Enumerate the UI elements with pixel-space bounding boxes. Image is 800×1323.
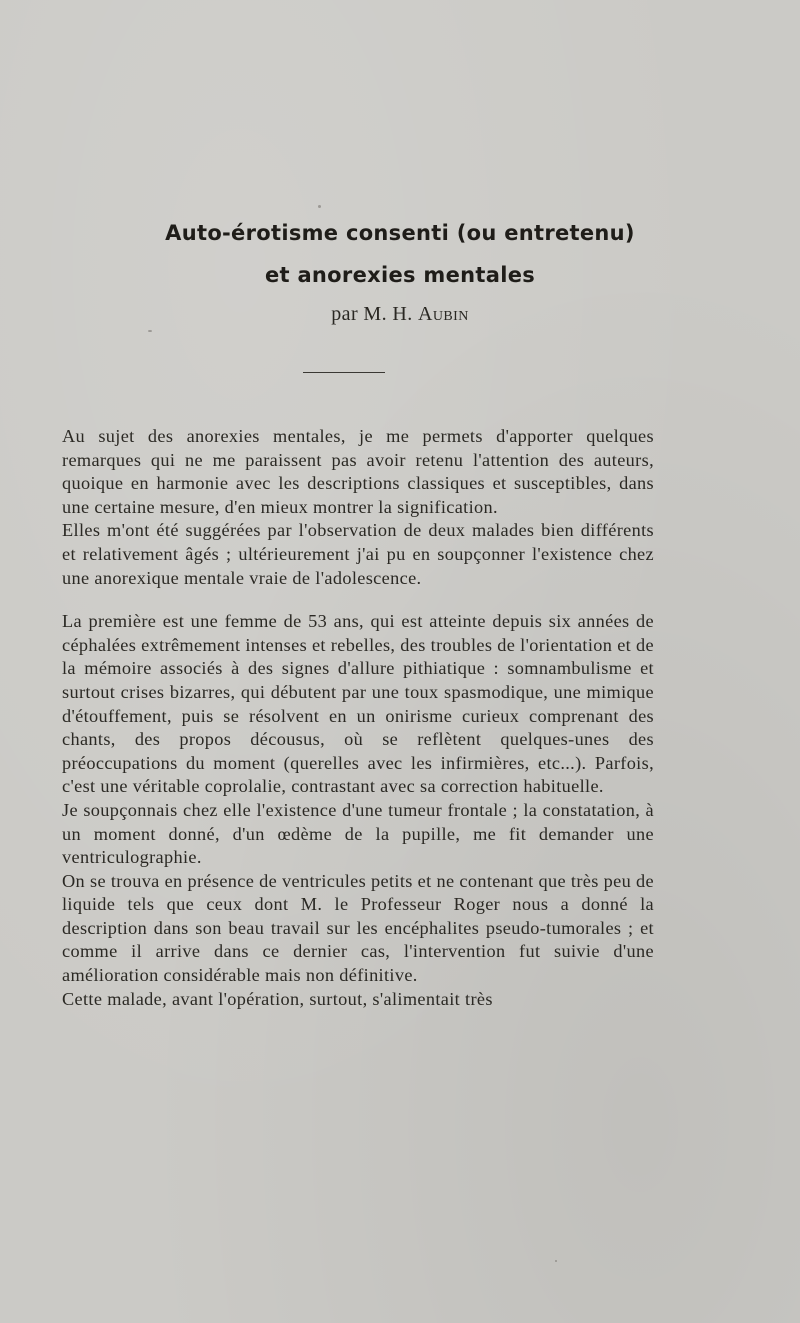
byline-prefix: par M. H.	[331, 303, 419, 325]
paper-speck	[148, 330, 152, 332]
paragraph-2: Elles m'ont été suggérées par l'observation de deux malades bien différents et relativement âgés ; ultérieurement j'ai pu en soupçonner l'existence chez une anorexique mentale vraie de l'adolescence.	[62, 520, 654, 588]
article-title	[0, 212, 800, 296]
title-line-2: et anorexies mentales	[264, 263, 536, 287]
section-divider	[303, 372, 385, 373]
author-name: Aubin	[418, 303, 469, 325]
paper-speck	[318, 205, 321, 208]
byline	[0, 303, 800, 326]
paragraph-6: Cette malade, avant l'opération, surtout, s'alimentait très	[62, 988, 493, 1009]
paragraph-4: Je soupçonnais chez elle l'existence d'une tumeur frontale ; la constatation, à un moment donné, d'un œdème de la pupille, me fit demander une ventriculographie.	[62, 799, 654, 868]
title-line-1: Auto-érotisme consenti (ou entretenu)	[165, 221, 635, 245]
article-body	[62, 425, 654, 1011]
paragraph-3: La première est une femme de 53 ans, qui est atteinte depuis six années de céphalées extrêmement intenses et rebelles, des troubles de l'orientation et de la mémoire associés à des signes d'allure pithiatique : somnambulisme et surtout crises bizarres, qui débutent par une toux spasmodique, une mimique d'étouffement, puis se résolvent en un onirisme curieux comprenant des chants, des propos décousus, où se reflètent quelques-unes des préoccupations du moment (querelles avec les infirmières, etc...). Parfois, c'est une véritable coprolalie, contrastant avec sa correction habituelle.	[62, 611, 654, 797]
paragraph-1: Au sujet des anorexies mentales, je me permets d'apporter quelques remarques qui ne me paraissent pas avoir retenu l'attention des auteurs, quoique en harmonie avec les descriptions classiques et susceptibles, dans une certaine mesure, d'en mieux montrer la signification.	[62, 426, 654, 517]
paper-speck	[555, 1260, 557, 1262]
paragraph-5: On se trouva en présence de ventricules petits et ne contenant que très peu de liquide tels que ceux dont M. le Professeur Roger nous a donné la description dans son beau travail sur les encéphalites pseudo-tumorales ; et comme il arrive dans ce dernier cas, l'intervention fut suivie d'une amélioration considérable mais non définitive.	[62, 870, 654, 986]
